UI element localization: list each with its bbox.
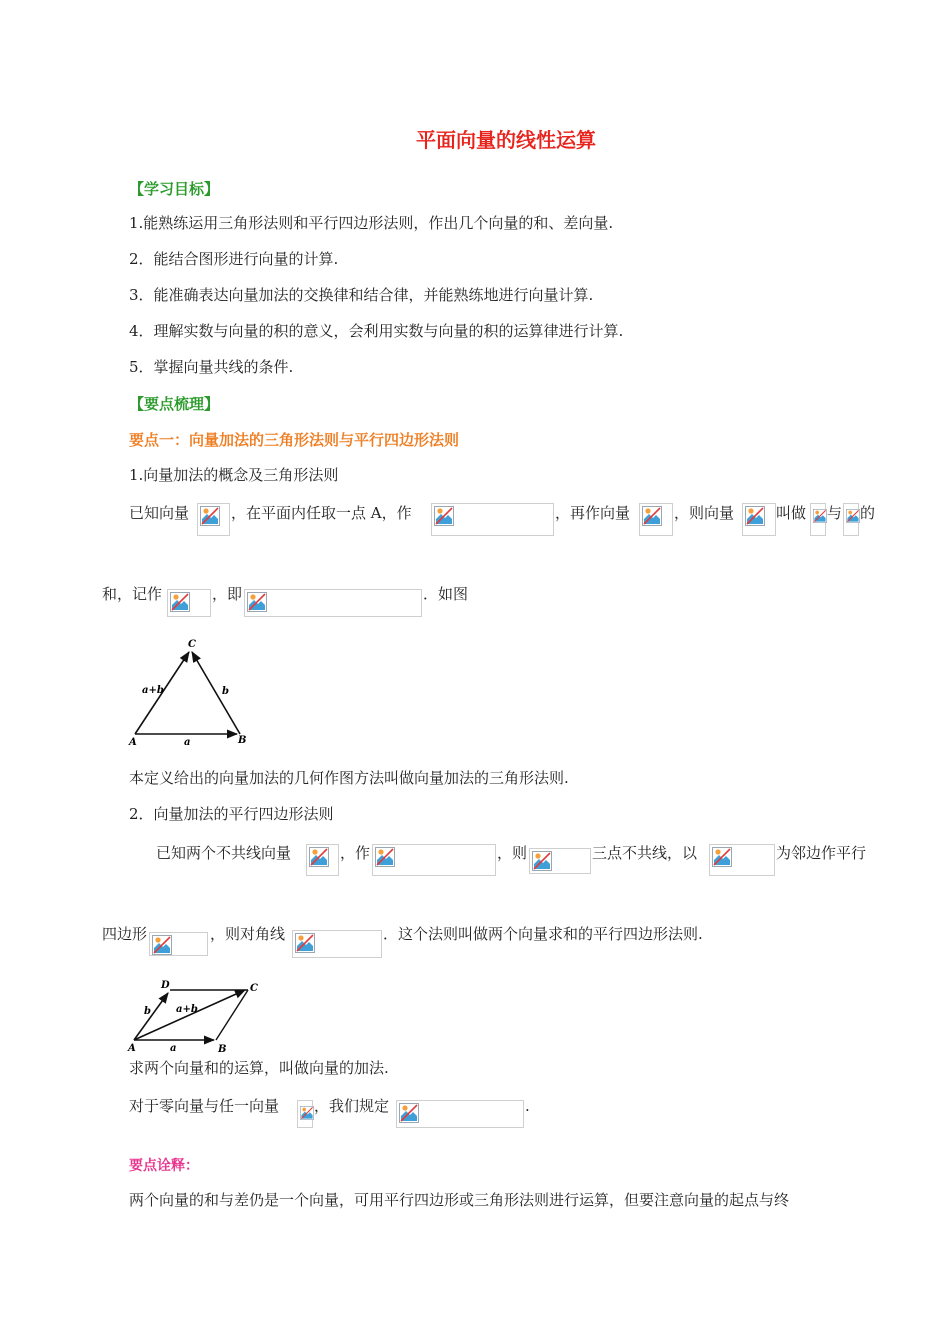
text-segment: ，我们规定 bbox=[314, 1097, 390, 1115]
text-segment: 已知两个不共线向量 bbox=[156, 844, 292, 862]
formula-image bbox=[297, 1100, 313, 1128]
label-d: D bbox=[161, 980, 170, 991]
text-segment: 三点不共线，以 bbox=[592, 844, 698, 862]
label-vector-a: a bbox=[170, 1043, 177, 1054]
text-segment: 已知向量 bbox=[129, 504, 190, 522]
text-segment: ．如图 bbox=[423, 585, 469, 603]
text-segment: 为邻边作平行 bbox=[776, 844, 867, 862]
text-segment: ，即 bbox=[212, 585, 243, 603]
broken-image-icon bbox=[399, 1103, 419, 1123]
formula-image bbox=[529, 848, 591, 874]
broken-image-icon bbox=[200, 506, 220, 526]
formula-image bbox=[149, 932, 208, 956]
broken-image-icon bbox=[170, 592, 190, 612]
goal-item: 3．能准确表达向量加法的交换律和结合律，并能熟练地进行向量计算. bbox=[129, 286, 594, 304]
page-title: 平面向量的线性运算 bbox=[416, 128, 596, 152]
formula-image bbox=[742, 503, 776, 536]
label-vector-b: b bbox=[144, 1006, 151, 1017]
formula-image bbox=[167, 589, 211, 617]
goal-item: 2．能结合图形进行向量的计算. bbox=[129, 250, 339, 268]
broken-image-icon bbox=[846, 506, 860, 526]
text-segment: ．这个法则叫做两个向量求和的平行四边形法则. bbox=[383, 925, 703, 943]
formula-image bbox=[244, 589, 422, 617]
text-segment: 对于零向量与任一向量 bbox=[129, 1097, 280, 1115]
broken-image-icon bbox=[745, 506, 765, 526]
label-b: B bbox=[218, 1044, 227, 1055]
text-segment: . bbox=[525, 1097, 530, 1115]
label-c: C bbox=[250, 983, 258, 994]
broken-image-icon bbox=[813, 506, 827, 526]
broken-image-icon bbox=[375, 847, 395, 867]
text-segment: ，则向量 bbox=[674, 504, 735, 522]
text-segment: 和，记作 bbox=[102, 585, 163, 603]
formula-image bbox=[639, 503, 673, 536]
broken-image-icon bbox=[532, 851, 552, 871]
side-cb bbox=[216, 990, 248, 1040]
formula-image bbox=[292, 930, 382, 958]
text-segment: ，作 bbox=[340, 844, 371, 862]
section-1-title: 1.向量加法的概念及三角形法则 bbox=[129, 466, 339, 484]
broken-image-icon bbox=[247, 592, 267, 612]
broken-image-icon bbox=[434, 506, 454, 526]
formula-image bbox=[709, 844, 775, 876]
label-vector-a: a bbox=[184, 737, 191, 748]
broken-image-icon bbox=[712, 847, 732, 867]
goal-item: 5．掌握向量共线的条件. bbox=[129, 358, 294, 376]
goal-item: 1.能熟练运用三角形法则和平行四边形法则，作出几个向量的和、差向量. bbox=[129, 214, 614, 232]
label-a-plus-b: a+b bbox=[142, 685, 164, 696]
text-segment: 的 bbox=[860, 504, 876, 522]
text-segment: ，再作向量 bbox=[555, 504, 631, 522]
label-c: C bbox=[188, 639, 196, 650]
label-vector-b: b bbox=[222, 686, 229, 697]
note-heading: 要点诠释： bbox=[129, 1158, 199, 1174]
points-heading: 【要点梳理】 bbox=[129, 395, 220, 413]
label-a: A bbox=[128, 1043, 136, 1054]
triangle-diagram bbox=[120, 635, 260, 750]
note-text: 两个向量的和与差仍是一个向量，可用平行四边形或三角形法则进行运算，但要注意向量的起点与终 bbox=[129, 1191, 790, 1209]
formula-image bbox=[431, 503, 554, 536]
formula-image bbox=[372, 844, 496, 876]
formula-image bbox=[810, 503, 826, 536]
goal-item: 4．理解实数与向量的积的意义，会利用实数与向量的积的运算律进行计算. bbox=[129, 322, 624, 340]
section-2-title: 2．向量加法的平行四边形法则 bbox=[129, 805, 334, 823]
text-segment: ，则对角线 bbox=[210, 925, 286, 943]
formula-image bbox=[197, 503, 230, 536]
point-one-heading: 要点一：向量加法的三角形法则与平行四边形法则 bbox=[129, 431, 460, 449]
broken-image-icon bbox=[295, 933, 315, 953]
formula-image bbox=[843, 503, 859, 536]
broken-image-icon bbox=[152, 935, 172, 955]
parallelogram-diagram bbox=[120, 975, 270, 1055]
broken-image-icon bbox=[309, 847, 329, 867]
triangle-rule-text: 本定义给出的向量加法的几何作图方法叫做向量加法的三角形法则. bbox=[129, 769, 569, 787]
formula-image bbox=[306, 844, 339, 876]
broken-image-icon bbox=[300, 1103, 314, 1123]
text-segment: ，则 bbox=[497, 844, 528, 862]
label-b: B bbox=[238, 735, 247, 746]
formula-image bbox=[396, 1100, 524, 1128]
text-segment: 四边形 bbox=[102, 925, 148, 943]
goals-heading: 【学习目标】 bbox=[129, 180, 220, 198]
text-segment: ，在平面内任取一点 A，作 bbox=[231, 504, 412, 522]
text-segment: 与 bbox=[827, 504, 843, 522]
label-a-plus-b: a+b bbox=[176, 1004, 198, 1015]
vector-b-arrow bbox=[192, 652, 240, 734]
label-a: A bbox=[129, 737, 137, 748]
addition-definition: 求两个向量和的运算，叫做向量的加法. bbox=[129, 1059, 389, 1077]
text-segment: 叫做 bbox=[776, 504, 807, 522]
broken-image-icon bbox=[642, 506, 662, 526]
